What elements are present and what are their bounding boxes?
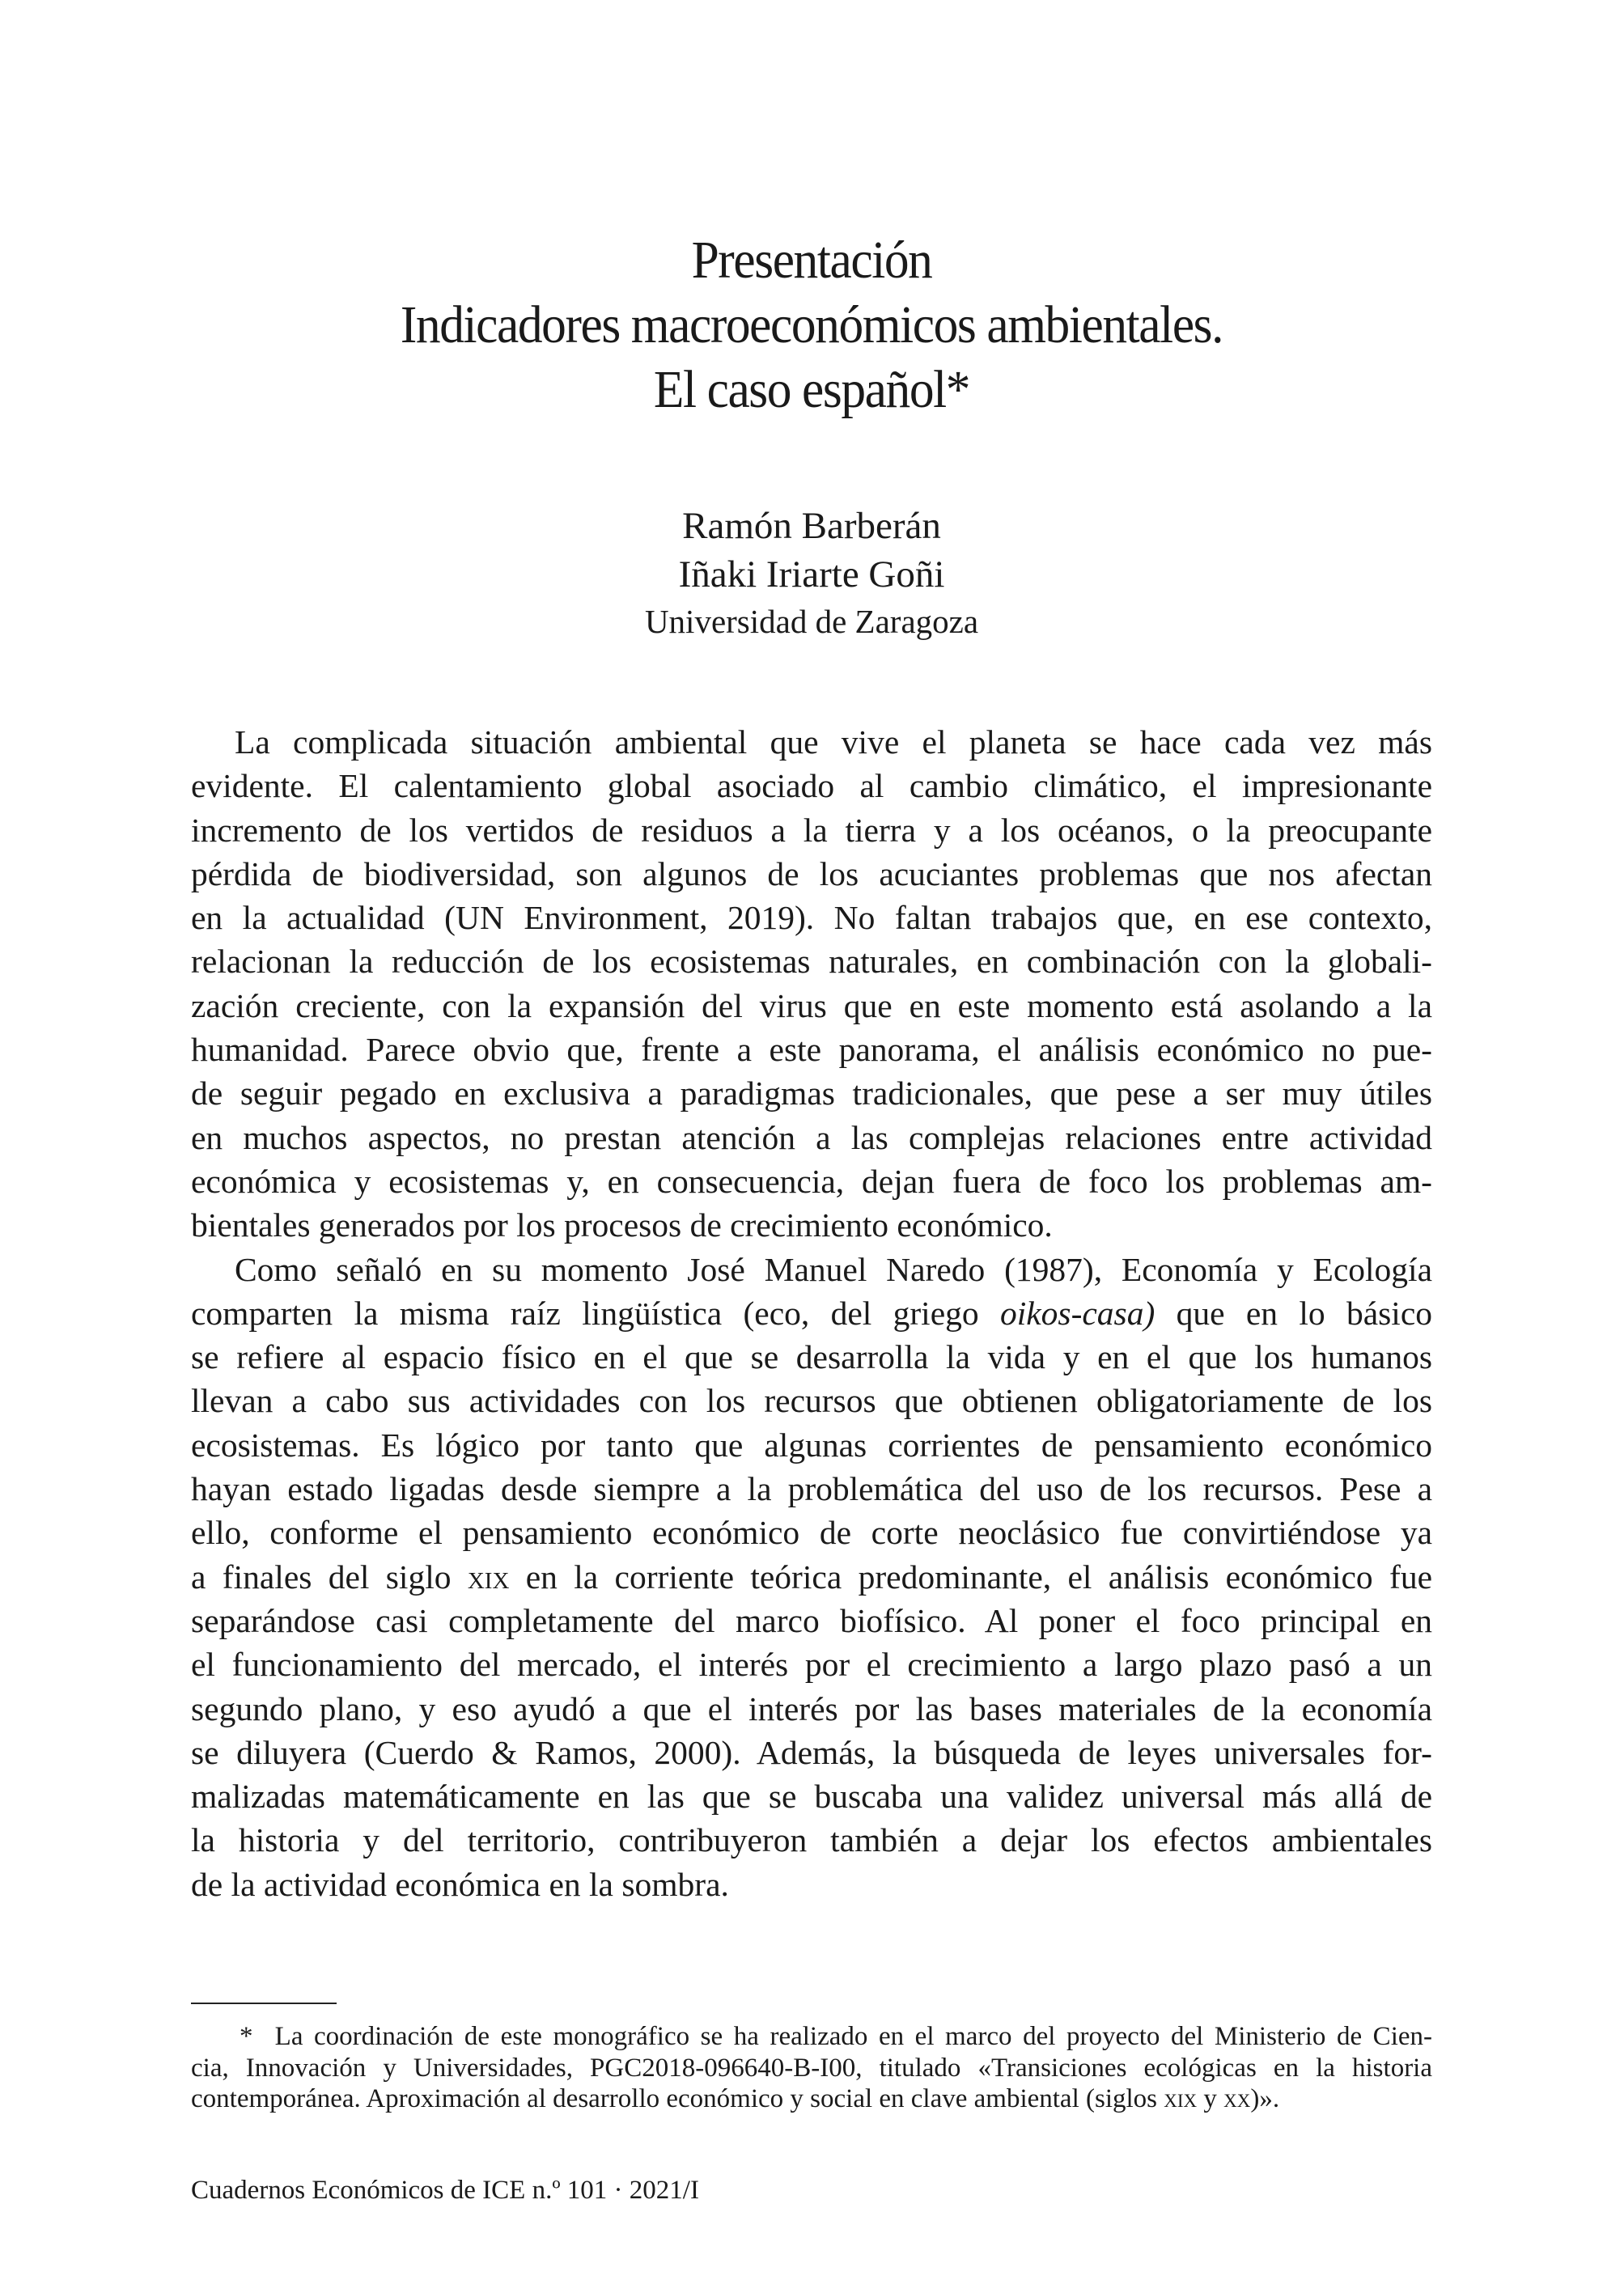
text-segment: La coordinación de este monográfico se ha realizado en el marco del proyecto del Ministerio de Cien- — [274, 2022, 1433, 2051]
text-line: relacionan la reducción de los ecosistemas naturales, en combinación con la globali- — [191, 943, 1432, 981]
text-line: La complicada situación ambiental que vive el planeta se hace cada vez más — [235, 723, 1432, 761]
author-name: Iñaki Iriarte Goñi — [678, 553, 945, 596]
text-line: incremento de los vertidos de residuos a la tierra y a los océanos, o la preocupante — [191, 811, 1432, 849]
century-numeral: xix — [1164, 2084, 1198, 2113]
article-title — [235, 228, 1389, 422]
paragraph-1 — [191, 720, 1432, 1248]
text-segment: que en lo básico — [1155, 1294, 1432, 1332]
text-line: ecosistemas. Es lógico por tanto que algunas corrientes de pensamiento económico — [191, 1426, 1432, 1464]
paragraph-2 — [191, 1248, 1432, 1906]
footnote-separator — [191, 2003, 337, 2004]
century-numeral: xx — [1223, 2084, 1251, 2113]
text-line — [191, 1291, 1432, 1335]
title-line-subtitle: El caso español* — [653, 360, 970, 419]
footnote-line — [191, 2083, 1432, 2115]
text-line: separándose casi completamente del marco biofísico. Al poner el foco principal en — [191, 1601, 1432, 1639]
title-line-main: Indicadores macroeconómicos ambientales. — [400, 295, 1223, 354]
italic-term: oikos-casa) — [999, 1294, 1155, 1332]
author-affiliation: Universidad de Zaragoza — [644, 603, 979, 640]
text-line: en muchos aspectos, no prestan atención a las complejas relaciones entre actividad — [191, 1118, 1432, 1156]
century-numeral: xix — [467, 1558, 510, 1596]
footnote-line — [191, 2021, 1432, 2053]
text-segment: a finales del siglo — [191, 1558, 468, 1596]
text-line: pérdida de biodiversidad, son algunos de los acuciantes problemas que nos afectan — [191, 854, 1432, 892]
text-segment: comparten la misma raíz lingüística (eco, del griego — [191, 1294, 1000, 1332]
text-line: se diluyera (Cuerdo & Ramos, 2000). Además, la búsqueda de leyes universales for- — [191, 1733, 1432, 1771]
body-text — [191, 720, 1432, 1906]
text-line: Como señaló en su momento José Manuel Naredo (1987), Economía y Ecología — [235, 1250, 1432, 1288]
text-segment: contemporánea. Aproximación al desarrollo económico y social en clave ambiental (siglos — [191, 2084, 1164, 2113]
text-line: bientales generados por los procesos de crecimiento económico. — [191, 1206, 1053, 1244]
text-line: el funcionamiento del mercado, el interés por el crecimiento a largo plazo pasó a un — [191, 1646, 1432, 1684]
text-segment: en la corriente teórica predominante, el análisis económico fue — [509, 1558, 1433, 1596]
text-line — [191, 1555, 1432, 1599]
text-line: se refiere al espacio físico en el que se desarrolla la vida y en el que los humanos — [191, 1338, 1432, 1376]
text-line: de la actividad económica en la sombra. — [191, 1865, 729, 1903]
text-line: segundo plano, y eso ayudó a que el interés por las bases materiales de la economía — [191, 1689, 1432, 1727]
title-line-presentacion: Presentación — [691, 231, 932, 290]
text-line: de seguir pegado en exclusiva a paradigmas tradicionales, que pese a ser muy útiles — [191, 1074, 1432, 1113]
footnote — [191, 2021, 1432, 2115]
text-segment: )». — [1250, 2084, 1280, 2113]
author-block — [191, 502, 1432, 644]
author-name: Ramón Barberán — [682, 505, 941, 547]
footnote-marker: * — [240, 2022, 253, 2051]
text-line: evidente. El calentamiento global asociado al cambio climático, el impresionante — [191, 767, 1432, 805]
text-line: hayan estado ligadas desde siempre a la problemática del uso de los recursos. Pese a — [191, 1470, 1432, 1508]
text-line: ello, conforme el pensamiento económico de corte neoclásico fue convirtiéndose ya — [191, 1514, 1432, 1552]
text-line: humanidad. Parece obvio que, frente a este panorama, el análisis económico no pue- — [191, 1031, 1432, 1069]
text-line: llevan a cabo sus actividades con los recursos que obtienen obligatoriamente de los — [191, 1382, 1432, 1420]
text-line: la historia y del territorio, contribuyeron también a dejar los efectos ambientales — [191, 1821, 1432, 1859]
text-line: malizadas matemáticamente en las que se buscaba una validez universal más allá de — [191, 1778, 1432, 1816]
footnote-line: cia, Innovación y Universidades, PGC2018-096640-B-I00, titulado «Transiciones ecológicas en la historia — [191, 2053, 1432, 2083]
text-line: zación creciente, con la expansión del virus que en este momento está asolando a la — [191, 986, 1432, 1024]
text-segment: y — [1197, 2084, 1224, 2113]
journal-footer: Cuadernos Económicos de ICE n.º 101 · 2021/I — [191, 2176, 699, 2205]
text-line: en la actualidad (UN Environment, 2019). No faltan trabajos que, en ese contexto, — [191, 899, 1432, 937]
text-line: económica y ecosistemas y, en consecuencia, dejan fuera de foco los problemas am- — [191, 1162, 1432, 1200]
